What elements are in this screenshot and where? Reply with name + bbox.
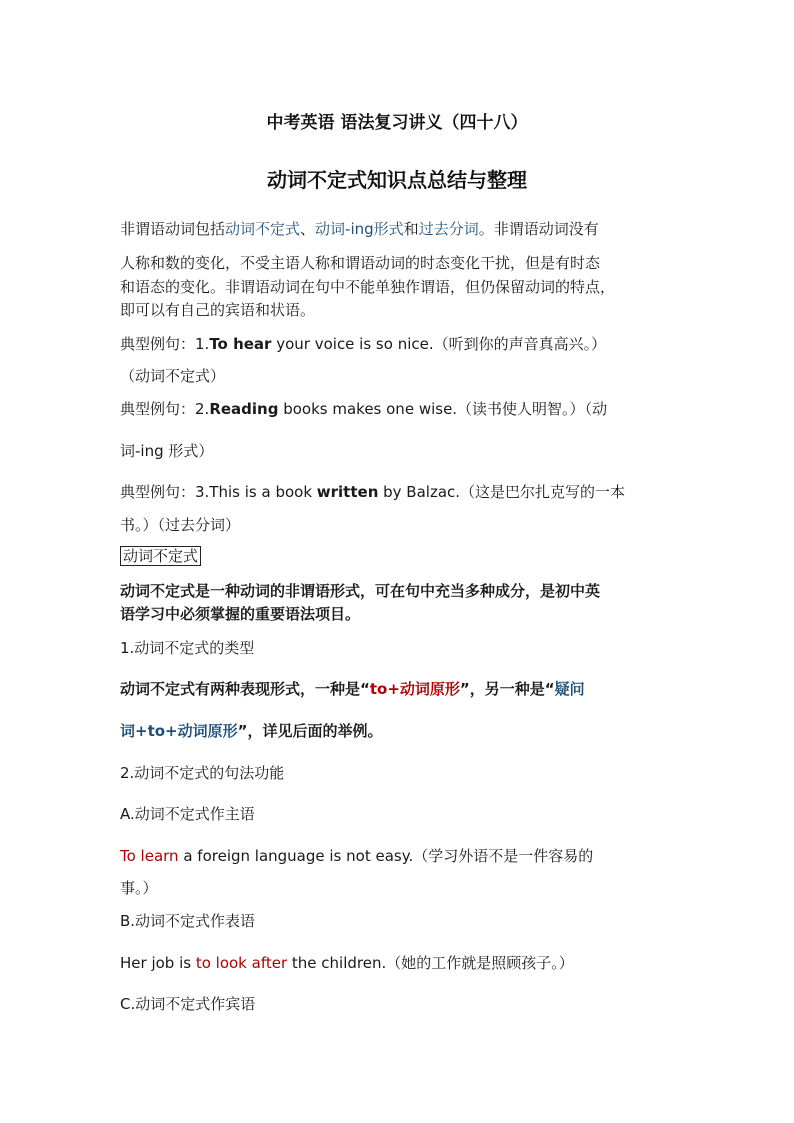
example-text: by Balzac.（这是巴尔扎克写的一本 bbox=[378, 483, 626, 501]
form-question-word-rest: 词+to+动词原形 bbox=[120, 722, 238, 740]
subject-example-note: 事。） bbox=[120, 879, 158, 897]
intro-line-1 bbox=[120, 218, 680, 240]
term-past-participle: 过去分词 bbox=[418, 220, 479, 238]
intro-line-2: 人称和数的变化，不受主语人称和谓语动词的时态变化干扰，但是有时态 bbox=[120, 254, 601, 272]
example-highlight: To learn bbox=[120, 847, 179, 865]
form-question-word: 疑问 bbox=[554, 680, 585, 698]
intro-text-end: 。非谓语动词没有 bbox=[478, 220, 599, 238]
intro-line-4: 即可以有自己的宾语和状语。 bbox=[120, 301, 316, 319]
example-prefix: 典型例句：3.This is a book bbox=[120, 483, 317, 501]
term-ing-form-suffix: 形式 bbox=[373, 220, 404, 238]
example-3 bbox=[120, 481, 680, 503]
subject-heading: A.动词不定式作主语 bbox=[120, 805, 255, 823]
section-heading-line bbox=[120, 545, 680, 567]
intro-line-3: 和语态的变化。非谓语动词在句中不能单独作谓语，但仍保留动词的特点， bbox=[120, 278, 616, 296]
intro-text: 非谓语动词包括 bbox=[120, 220, 226, 238]
example-text: a foreign language is not easy.（学习外语不是一件容易的 bbox=[178, 847, 594, 865]
section-desc-line-2: 语学习中必须掌握的重要语法项目。 bbox=[120, 605, 361, 623]
example-text: the children.（她的工作就是照顾孩子。） bbox=[287, 954, 574, 972]
example-highlight: Reading bbox=[209, 400, 279, 418]
object-heading: C.动词不定式作宾语 bbox=[120, 995, 256, 1013]
example-text: books makes one wise.（读书使人明智。）（动 bbox=[278, 400, 608, 418]
forms-line-1 bbox=[120, 678, 680, 700]
example-1-note: （动词不定式） bbox=[120, 367, 226, 385]
example-highlight: To hear bbox=[209, 335, 272, 353]
document-title: 中考英语 语法复习讲义（四十八） bbox=[266, 113, 528, 133]
term-infinitive: 动词不定式 bbox=[225, 220, 301, 238]
subject-example bbox=[120, 845, 680, 867]
predicative-heading: B.动词不定式作表语 bbox=[120, 912, 256, 930]
section-desc-line-1: 动词不定式是一种动词的非谓语形式，可在句中充当多种成分，是初中英 bbox=[120, 582, 601, 600]
section-heading: 动词不定式 bbox=[120, 546, 201, 566]
example-highlight: to look after bbox=[195, 954, 288, 972]
example-2-note: 词-ing 形式） bbox=[120, 442, 214, 460]
conjunction: 和 bbox=[403, 220, 419, 238]
forms-line-2 bbox=[120, 720, 680, 742]
forms-text: 动词不定式有两种表现形式，一种是“ bbox=[120, 680, 370, 698]
example-1 bbox=[120, 333, 680, 355]
example-text: your voice is so nice.（听到你的声音真高兴。） bbox=[271, 335, 607, 353]
separator: 、 bbox=[300, 220, 316, 238]
type-heading: 1.动词不定式的类型 bbox=[120, 639, 255, 657]
example-prefix: 典型例句：1. bbox=[120, 335, 210, 353]
example-2 bbox=[120, 398, 680, 420]
function-heading: 2.动词不定式的句法功能 bbox=[120, 764, 285, 782]
form-to-verb: to+动词原形 bbox=[369, 680, 460, 698]
document-subtitle: 动词不定式知识点总结与整理 bbox=[267, 168, 527, 192]
predicative-example bbox=[120, 952, 680, 974]
forms-text: ”，详见后面的举例。 bbox=[237, 722, 383, 740]
forms-text: ”，另一种是“ bbox=[459, 680, 555, 698]
example-highlight: written bbox=[316, 483, 379, 501]
example-prefix: 典型例句：2. bbox=[120, 400, 210, 418]
term-ing-form: 动词-ing bbox=[315, 220, 374, 238]
example-text: Her job is bbox=[120, 954, 196, 972]
example-3-note: 书。）（过去分词） bbox=[120, 516, 241, 534]
